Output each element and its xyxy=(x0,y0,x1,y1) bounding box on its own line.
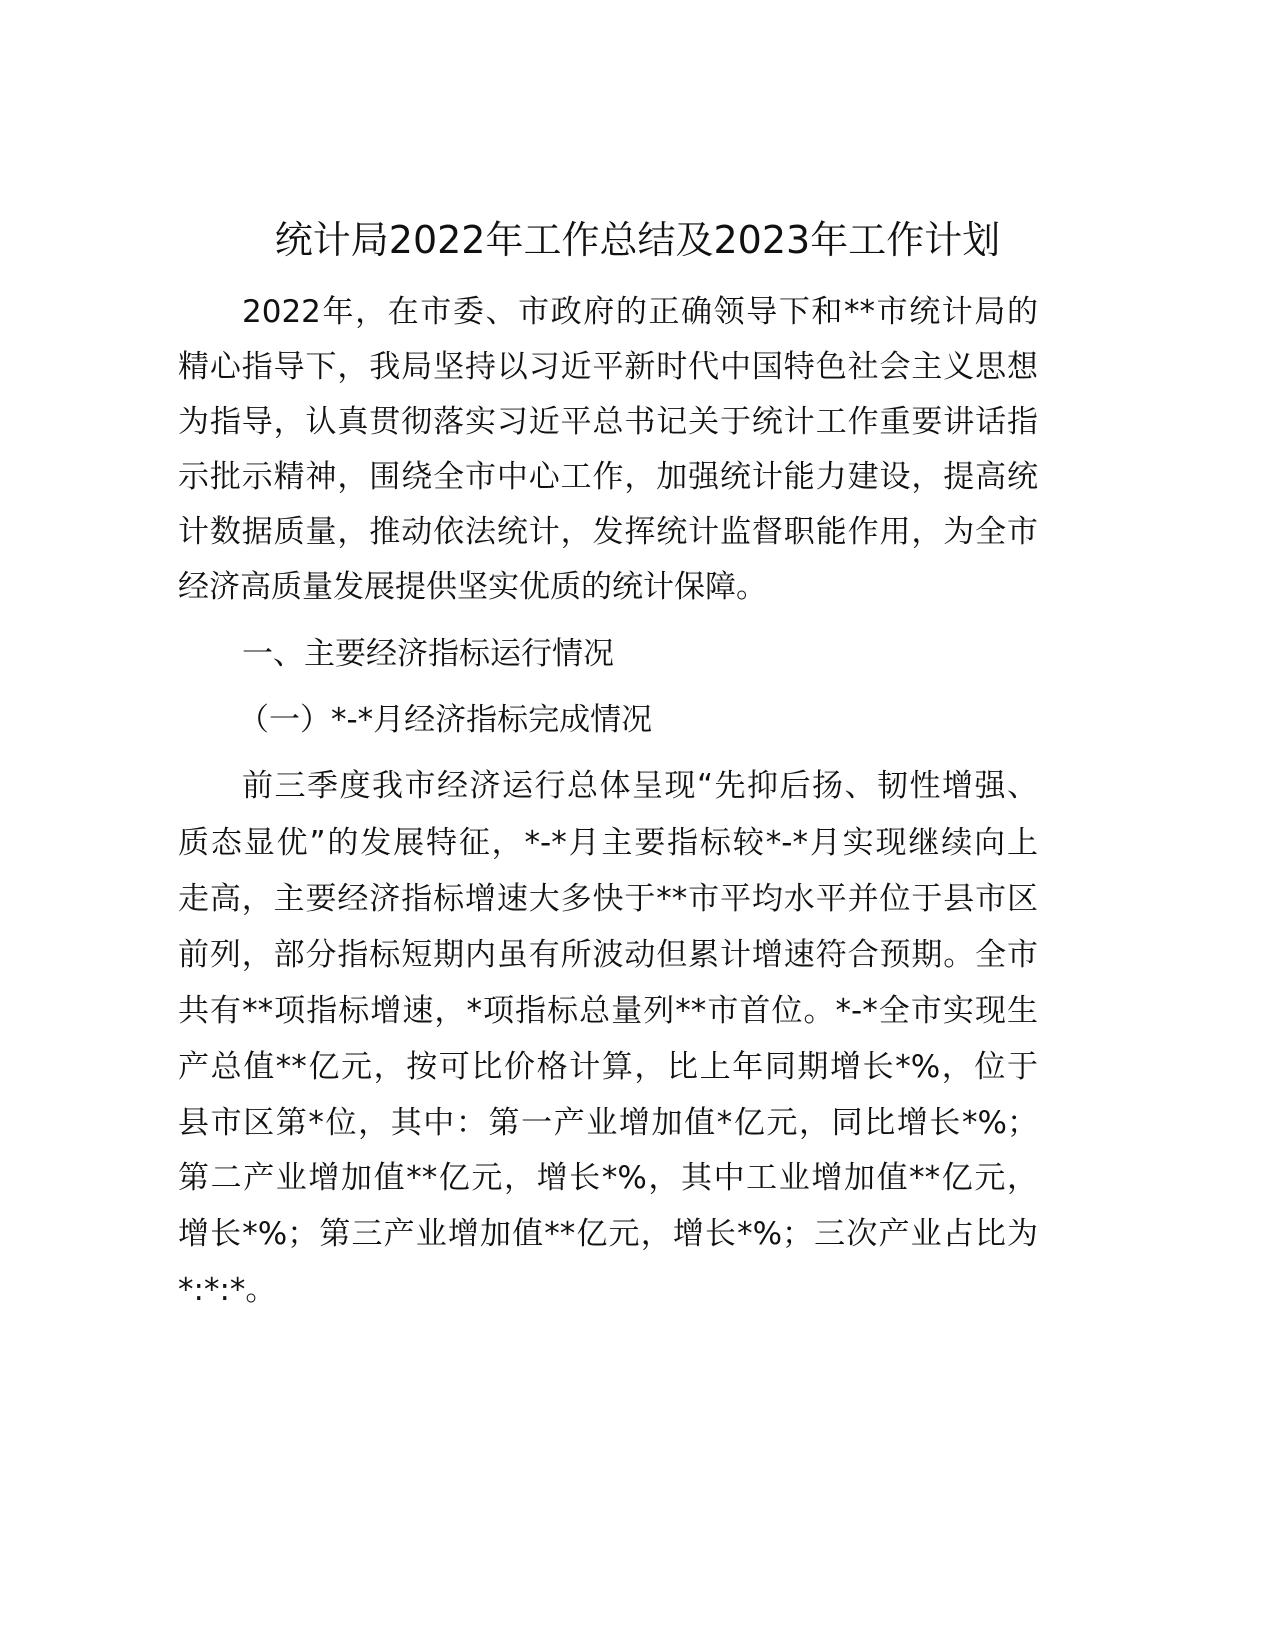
paragraph-line: 2022年，在市委、市政府的正确领导下和**市统计局的 xyxy=(242,294,1038,330)
paragraph-line: 共有**项指标增速，*项指标总量列**市首位。*-*全市实现生 xyxy=(178,993,1038,1029)
paragraph-line: 前列，部分指标短期内虽有所波动但累计增速符合预期。全市 xyxy=(178,937,1038,973)
subsection-heading: （一）*-*月经济指标完成情况 xyxy=(238,702,653,738)
section-heading: 一、主要经济指标运行情况 xyxy=(242,636,614,672)
paragraph-line: *:*:*。 xyxy=(178,1272,277,1308)
paragraph-line: 质态显优”的发展特征，*-*月主要指标较*-*月实现继续向上 xyxy=(178,825,1038,861)
paragraph-line: 产总值**亿元，按可比价格计算，比上年同期增长*%，位于 xyxy=(178,1049,1038,1085)
paragraph-line: 第二产业增加值**亿元，增长*%，其中工业增加值**亿元， xyxy=(178,1160,1038,1196)
paragraph-line: 示批示精神，围绕全市中心工作，加强统计能力建设，提高统 xyxy=(178,459,1038,495)
paragraph-line: 县市区第*位，其中：第一产业增加值*亿元，同比增长*%； xyxy=(178,1105,1038,1141)
paragraph-line: 增长*%；第三产业增加值**亿元，增长*%；三次产业占比为 xyxy=(178,1216,1038,1252)
paragraph-line: 精心指导下，我局坚持以习近平新时代中国特色社会主义思想 xyxy=(178,349,1038,385)
paragraph-line: 计数据质量，推动依法统计，发挥统计监督职能作用，为全市 xyxy=(178,514,1038,550)
paragraph-line: 走高，主要经济指标增速大多快于**市平均水平并位于县市区 xyxy=(178,881,1038,917)
paragraph-line: 为指导，认真贯彻落实习近平总书记关于统计工作重要讲话指 xyxy=(178,404,1038,440)
paragraph-line: 经济高质量发展提供坚实优质的统计保障。 xyxy=(178,569,767,605)
document-title: 统计局2022年工作总结及2023年工作计划 xyxy=(274,218,1001,262)
paragraph-line: 前三季度我市经济运行总体呈现“先抑后扬、韧性增强、 xyxy=(242,768,1038,804)
